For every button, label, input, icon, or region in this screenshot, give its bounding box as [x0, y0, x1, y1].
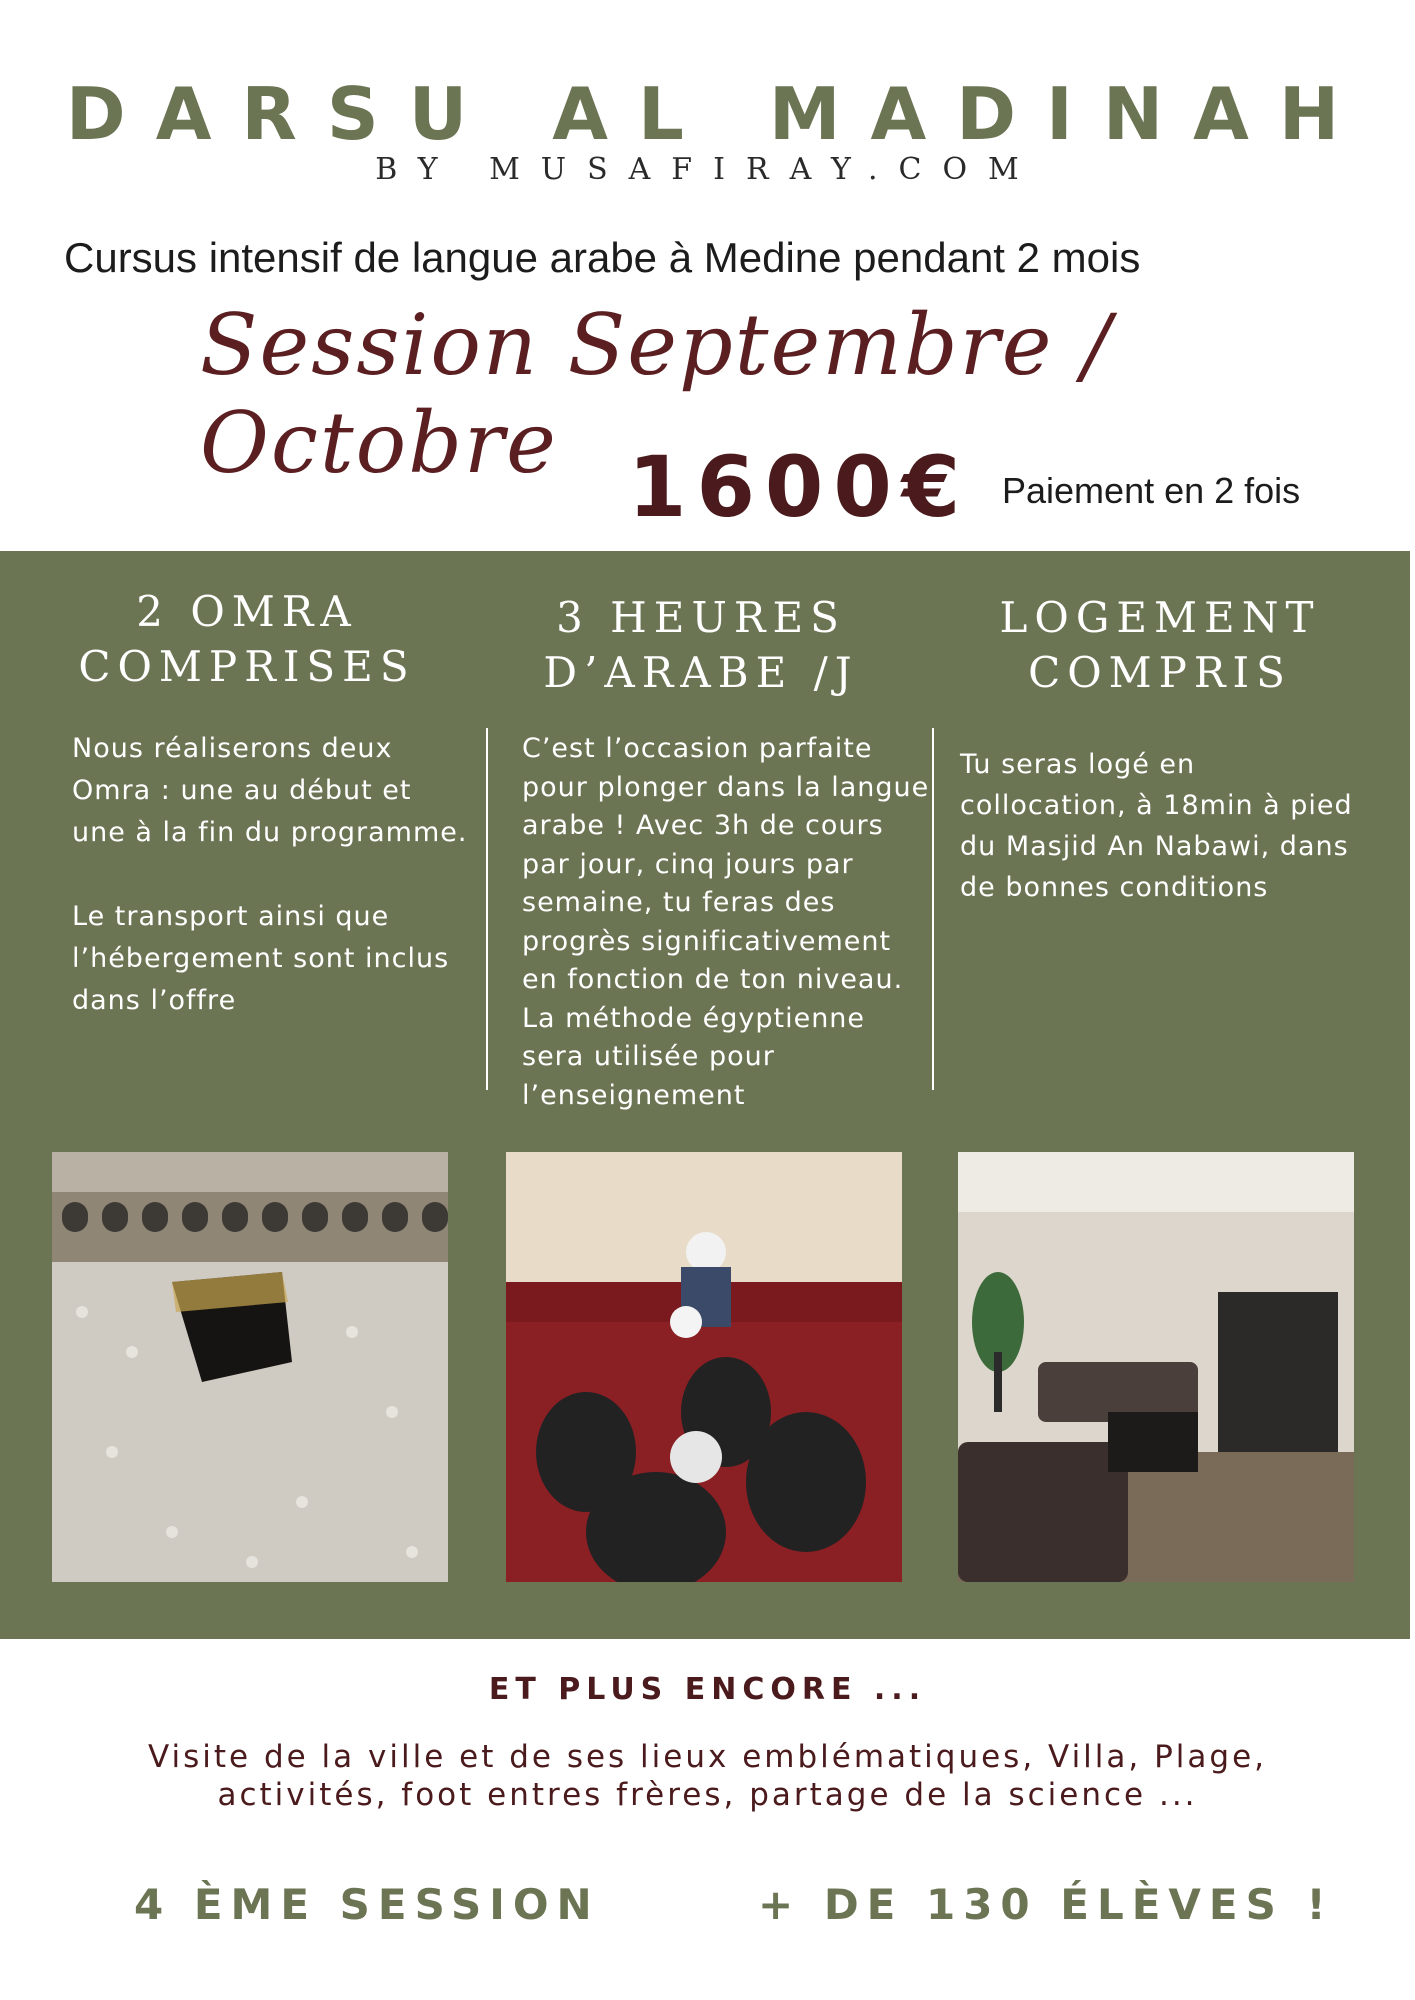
feature-paragraph: Le transport ainsi que l’hébergement sont inclus dans l’offre — [72, 901, 450, 1016]
more-title: ET PLUS ENCORE ... — [488, 1672, 927, 1707]
feature-text-lodging — [960, 744, 1370, 908]
kaaba-photo — [52, 1152, 448, 1582]
feature-text-omra — [72, 728, 472, 1022]
feature-paragraph: Nous réaliserons deux Omra : une au début et une à la fin du programme. — [72, 733, 468, 848]
session-title: Session Septembre / Octobre — [200, 296, 1113, 492]
feature-heading-line: D’ARABE /J — [543, 648, 859, 697]
feature-paragraph: C’est l’occasion parfaite pour plonger dans la langue arabe ! Avec 3h de cours par jour, cinq jours par semaine, tu feras des progrès significativement en fonction de ton niveau. La méthode égyptienne sera utilisée pour l’enseignement — [522, 733, 930, 1111]
column-divider — [486, 728, 488, 1090]
subtitle: Cursus intensif de langue arabe à Medine pendant 2 mois — [64, 234, 1141, 281]
feature-heading-line: 2 OMRA — [136, 587, 358, 636]
feature-heading-line: COMPRISES — [78, 642, 416, 691]
page-title: DARSU AL MADINAH — [65, 72, 1370, 156]
feature-text-arabic — [522, 730, 934, 1115]
feature-heading-omra — [52, 584, 442, 694]
session-count: 4 ÈME SESSION — [134, 1880, 600, 1929]
more-line: activités, foot entres frères, partage de la science ... — [217, 1777, 1198, 1813]
feature-heading-line: LOGEMENT — [999, 593, 1321, 642]
feature-heading-line: 3 HEURES — [556, 593, 846, 642]
byline: BY MUSAFIRAY.COM — [375, 152, 1040, 187]
payment-note: Paiement en 2 fois — [1002, 470, 1301, 511]
column-divider — [932, 728, 934, 1090]
feature-paragraph: Tu seras logé en collocation, à 18min à pied du Masjid An Nabawi, dans de bonnes conditions — [960, 749, 1353, 903]
feature-heading-lodging — [955, 590, 1365, 700]
class-photo — [506, 1152, 902, 1582]
more-text — [0, 1738, 1415, 1814]
apartment-photo — [958, 1152, 1354, 1582]
students-count: + DE 130 ÉLÈVES ! — [758, 1880, 1334, 1929]
feature-heading-arabic — [506, 590, 896, 700]
feature-heading-line: COMPRIS — [1028, 648, 1292, 697]
more-line: Visite de la ville et de ses lieux emblématiques, Villa, Plage, — [147, 1739, 1268, 1775]
price: 1600€ — [628, 438, 971, 536]
